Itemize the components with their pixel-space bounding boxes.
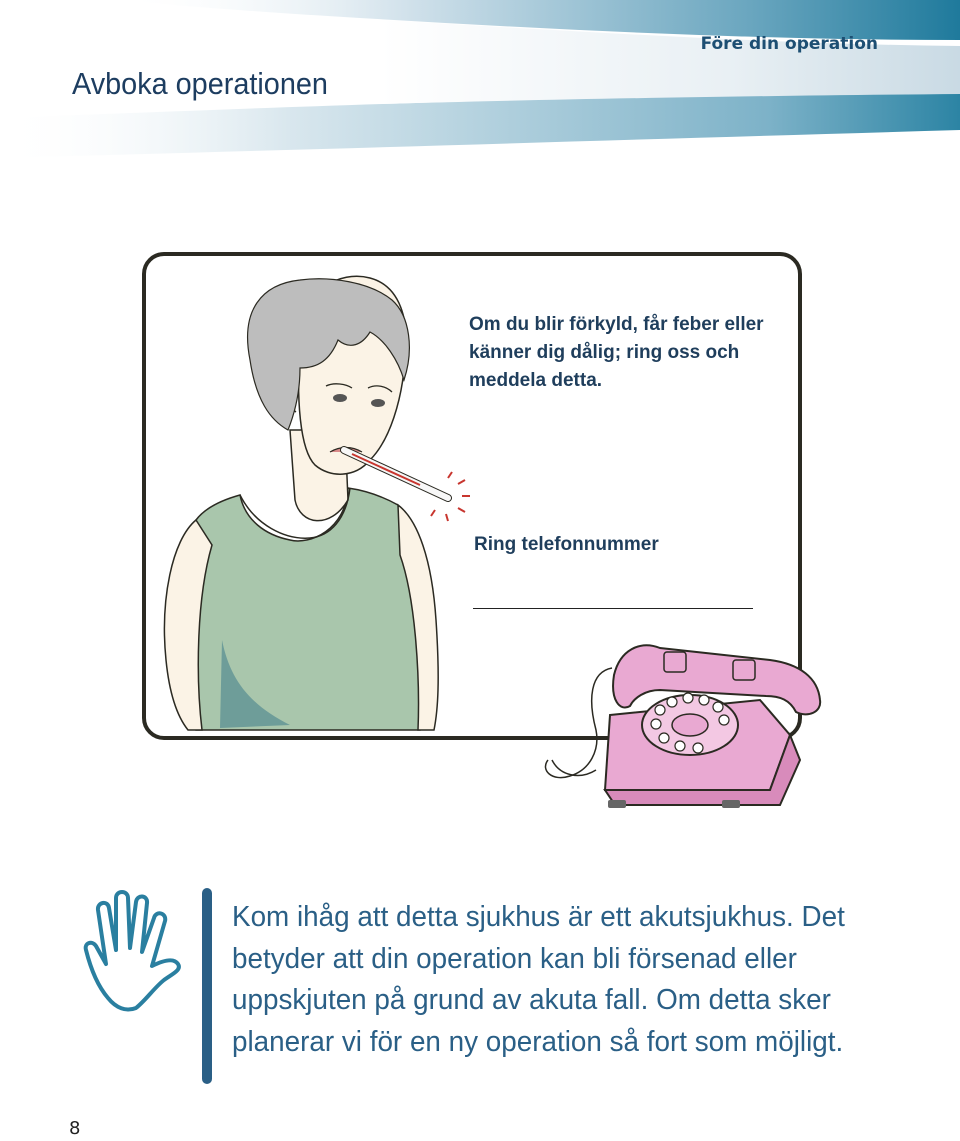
section-label: Före din operation (700, 34, 878, 54)
note-text: Kom ihåg att detta sjukhus är ett akutsjukhus. Det betyder att din operation kan bli försenad eller uppskjuten på grund av akuta fall. Om detta sker planerar vi för en ny operation så fort som möjligt. (232, 901, 845, 1058)
note-accent-bar (202, 888, 212, 1084)
advice-text: Om du blir förkyld, får feber eller känner dig dålig; ring oss och meddela detta. (469, 314, 764, 391)
phone-label: Ring telefonnummer (474, 534, 659, 555)
page-number: 8 (69, 1118, 81, 1139)
hand-stop-icon (78, 888, 188, 1018)
page-title: Avboka operationen (72, 66, 328, 101)
phone-number-blank-line (473, 608, 753, 609)
